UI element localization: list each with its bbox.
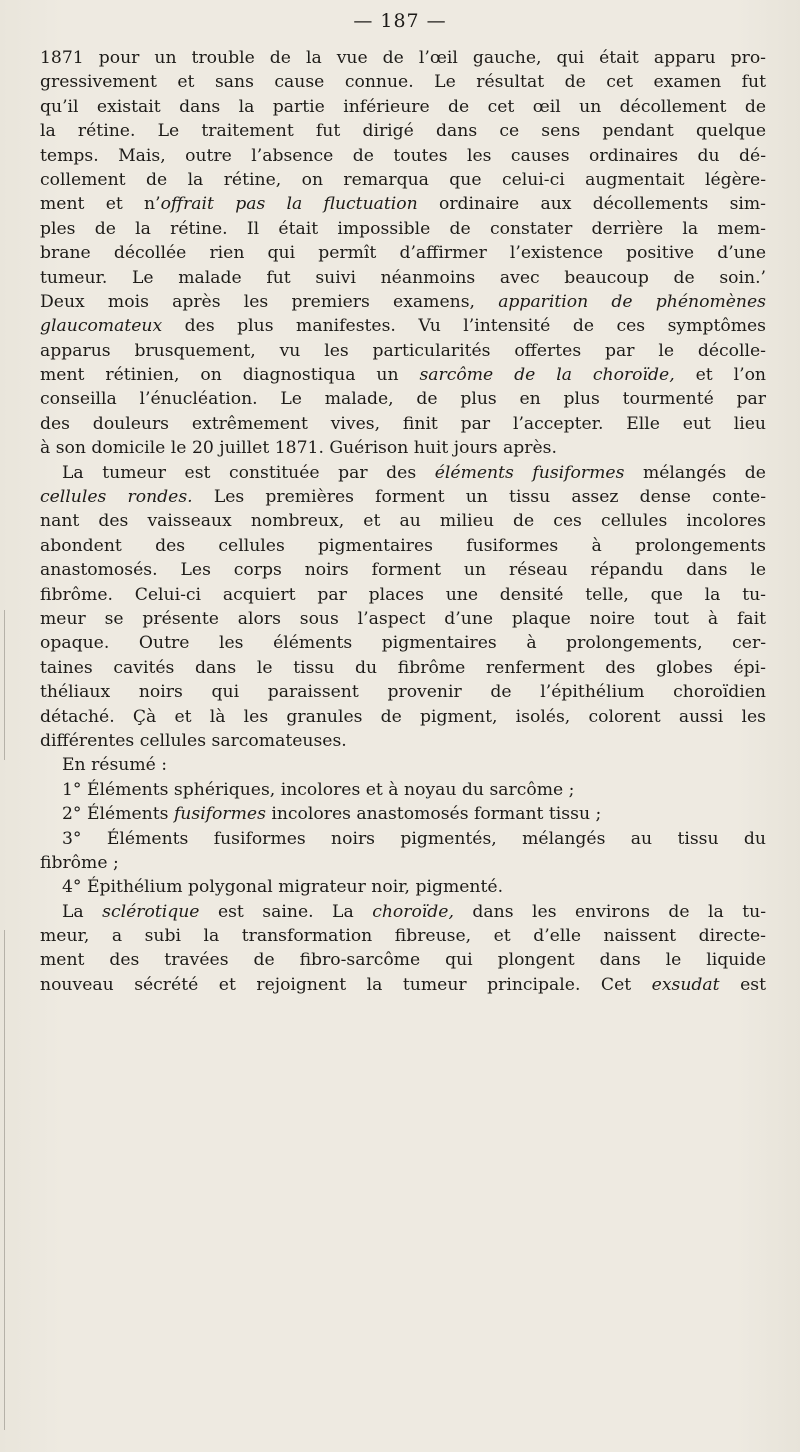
text-run: brane décollée rien qui permît d’affirmer l’existence positive d’une bbox=[40, 243, 766, 264]
text-run: meur, a subi la transformation fibreuse, et d’elle naissent directe- bbox=[40, 926, 766, 947]
text-line bbox=[40, 778, 766, 802]
text-run: fibrôme. Celui-ci acquiert par places une densité telle, que la tu- bbox=[40, 584, 766, 605]
text-line bbox=[40, 46, 766, 70]
text-line bbox=[40, 973, 766, 997]
text-run: gressivement et sans cause connue. Le résultat de cet examen fut bbox=[40, 72, 766, 93]
italic-text: éléments fusiformes bbox=[434, 462, 625, 483]
text-line bbox=[40, 875, 766, 899]
gutter-shadow bbox=[4, 610, 5, 760]
text-line bbox=[40, 802, 766, 826]
text-run: abondent des cellules pigmentaires fusiformes à prolongements bbox=[40, 535, 766, 556]
text-run: Deux mois après les premiers examens, bbox=[40, 291, 499, 312]
text-run: des douleurs extrêmement vives, finit par l’accepter. Elle eut lieu bbox=[40, 413, 766, 434]
text-line bbox=[40, 729, 766, 753]
text-line bbox=[40, 485, 766, 509]
italic-text: exsudat bbox=[651, 974, 720, 995]
text-line bbox=[40, 851, 766, 875]
text-run: apparus brusquement, vu les particularités offertes par le décolle- bbox=[40, 340, 766, 361]
page-number: — 187 — bbox=[353, 10, 447, 32]
text-line bbox=[40, 192, 766, 216]
italic-text: choroïde, bbox=[372, 901, 454, 922]
italic-text: sarcôme de la choroïde, bbox=[419, 365, 675, 386]
gutter-shadow bbox=[4, 930, 5, 1430]
text-line bbox=[40, 339, 766, 363]
text-run: des plus manifestes. Vu l’intensité de ces symptômes bbox=[162, 316, 766, 337]
italic-text: fusiformes bbox=[173, 804, 266, 825]
text-run: différentes cellules sarcomateuses. bbox=[40, 730, 347, 751]
text-run: 3° Éléments fusiformes noirs pigmentés, mélangés au tissu du bbox=[62, 828, 766, 849]
text-line bbox=[40, 314, 766, 338]
text-run: nant des vaisseaux nombreux, et au milieu de ces cellules incolores bbox=[40, 511, 766, 532]
text-run: tumeur. Le malade fut suivi néanmoins avec beaucoup de soin.’ bbox=[40, 267, 766, 288]
text-line bbox=[40, 583, 766, 607]
italic-text: sclérotique bbox=[102, 901, 200, 922]
text-line bbox=[40, 119, 766, 143]
text-run: 1871 pour un trouble de la vue de l’œil gauche, qui était apparu pro- bbox=[40, 48, 766, 68]
text-run: ment rétinien, on diagnostiqua un bbox=[40, 365, 420, 386]
text-run: opaque. Outre les éléments pigmentaires à prolongements, cer- bbox=[40, 633, 766, 654]
text-run: à son domicile le 20 juillet 1871. Guérison huit jours après. bbox=[40, 438, 557, 459]
italic-text: glaucomateux bbox=[40, 316, 163, 337]
text-run: la rétine. Le traitement fut dirigé dans ce sens pendant quelque bbox=[40, 121, 766, 142]
text-run: détaché. Çà et là les granules de pigment, isolés, colorent aussi les bbox=[40, 706, 766, 727]
text-line bbox=[40, 168, 766, 192]
text-line bbox=[40, 631, 766, 655]
text-line bbox=[40, 461, 766, 485]
text-line bbox=[40, 607, 766, 631]
text-line bbox=[40, 70, 766, 94]
text-run: collement de la rétine, on remarqua que celui-ci augmentait légère- bbox=[40, 169, 766, 190]
text-run: meur se présente alors sous l’aspect d’une plaque noire tout à fait bbox=[40, 608, 766, 629]
text-line bbox=[40, 948, 766, 972]
text-line bbox=[40, 924, 766, 948]
italic-text: apparition de phénomènes bbox=[498, 291, 766, 312]
text-run: 1° Éléments sphériques, incolores et à noyau du sarcôme ; bbox=[62, 779, 575, 800]
text-run: 2° Éléments bbox=[62, 804, 174, 825]
text-run: ment des travées de fibro-sarcôme qui plongent dans le liquide bbox=[40, 950, 766, 971]
text-line bbox=[40, 509, 766, 533]
text-run: mélangés de bbox=[624, 462, 766, 483]
text-line bbox=[40, 412, 766, 436]
italic-text: cellules rondes. bbox=[40, 487, 193, 508]
text-run: anastomosés. Les corps noirs forment un réseau répandu dans le bbox=[40, 560, 766, 581]
text-line bbox=[40, 558, 766, 582]
text-line bbox=[40, 290, 766, 314]
text-run: nouveau sécrété et rejoignent la tumeur principale. Cet bbox=[40, 974, 652, 995]
text-line bbox=[40, 534, 766, 558]
text-run: ment et n’ bbox=[40, 194, 161, 215]
text-line bbox=[40, 363, 766, 387]
text-line bbox=[40, 436, 766, 460]
text-run: est saine. La bbox=[199, 901, 373, 922]
italic-text: offrait pas la fluctuation bbox=[160, 194, 418, 215]
text-run: La bbox=[62, 901, 103, 922]
text-run: ordinaire aux décollements sim- bbox=[417, 194, 766, 215]
text-run: conseilla l’énucléation. Le malade, de plus en plus tourmenté par bbox=[40, 389, 766, 410]
text-run: dans les environs de la tu- bbox=[453, 901, 767, 922]
text-line bbox=[40, 705, 766, 729]
text-run: est bbox=[719, 974, 766, 995]
text-run: taines cavités dans le tissu du fibrôme renferment des globes épi- bbox=[40, 657, 766, 678]
text-line bbox=[40, 827, 766, 851]
text-run: 4° Épithélium polygonal migrateur noir, pigmenté. bbox=[62, 877, 504, 898]
text-line bbox=[40, 656, 766, 680]
text-run: qu’il existait dans la partie inférieure de cet œil un décollement de bbox=[40, 96, 766, 117]
text-run: La tumeur est constituée par des bbox=[62, 462, 435, 483]
text-run: fibrôme ; bbox=[40, 852, 119, 873]
text-run: temps. Mais, outre l’absence de toutes les causes ordinaires du dé- bbox=[40, 145, 766, 166]
text-line bbox=[40, 241, 766, 265]
text-line bbox=[40, 266, 766, 290]
text-line bbox=[40, 217, 766, 241]
text-run: Les premières forment un tissu assez dense conte- bbox=[192, 487, 766, 508]
text-run: théliaux noirs qui paraissent provenir de l’épithélium choroïdien bbox=[40, 682, 766, 703]
text-run: et l’on bbox=[674, 365, 767, 386]
text-line bbox=[40, 900, 766, 924]
text-run: ples de la rétine. Il était impossible de constater derrière la mem- bbox=[40, 218, 766, 239]
text-line bbox=[40, 95, 766, 119]
text-line bbox=[40, 680, 766, 704]
text-line bbox=[40, 144, 766, 168]
body-text bbox=[40, 46, 766, 997]
text-line bbox=[40, 387, 766, 411]
text-run: En résumé : bbox=[62, 755, 168, 776]
text-line bbox=[40, 753, 766, 777]
text-run: incolores anastomosés formant tissu ; bbox=[265, 804, 602, 825]
